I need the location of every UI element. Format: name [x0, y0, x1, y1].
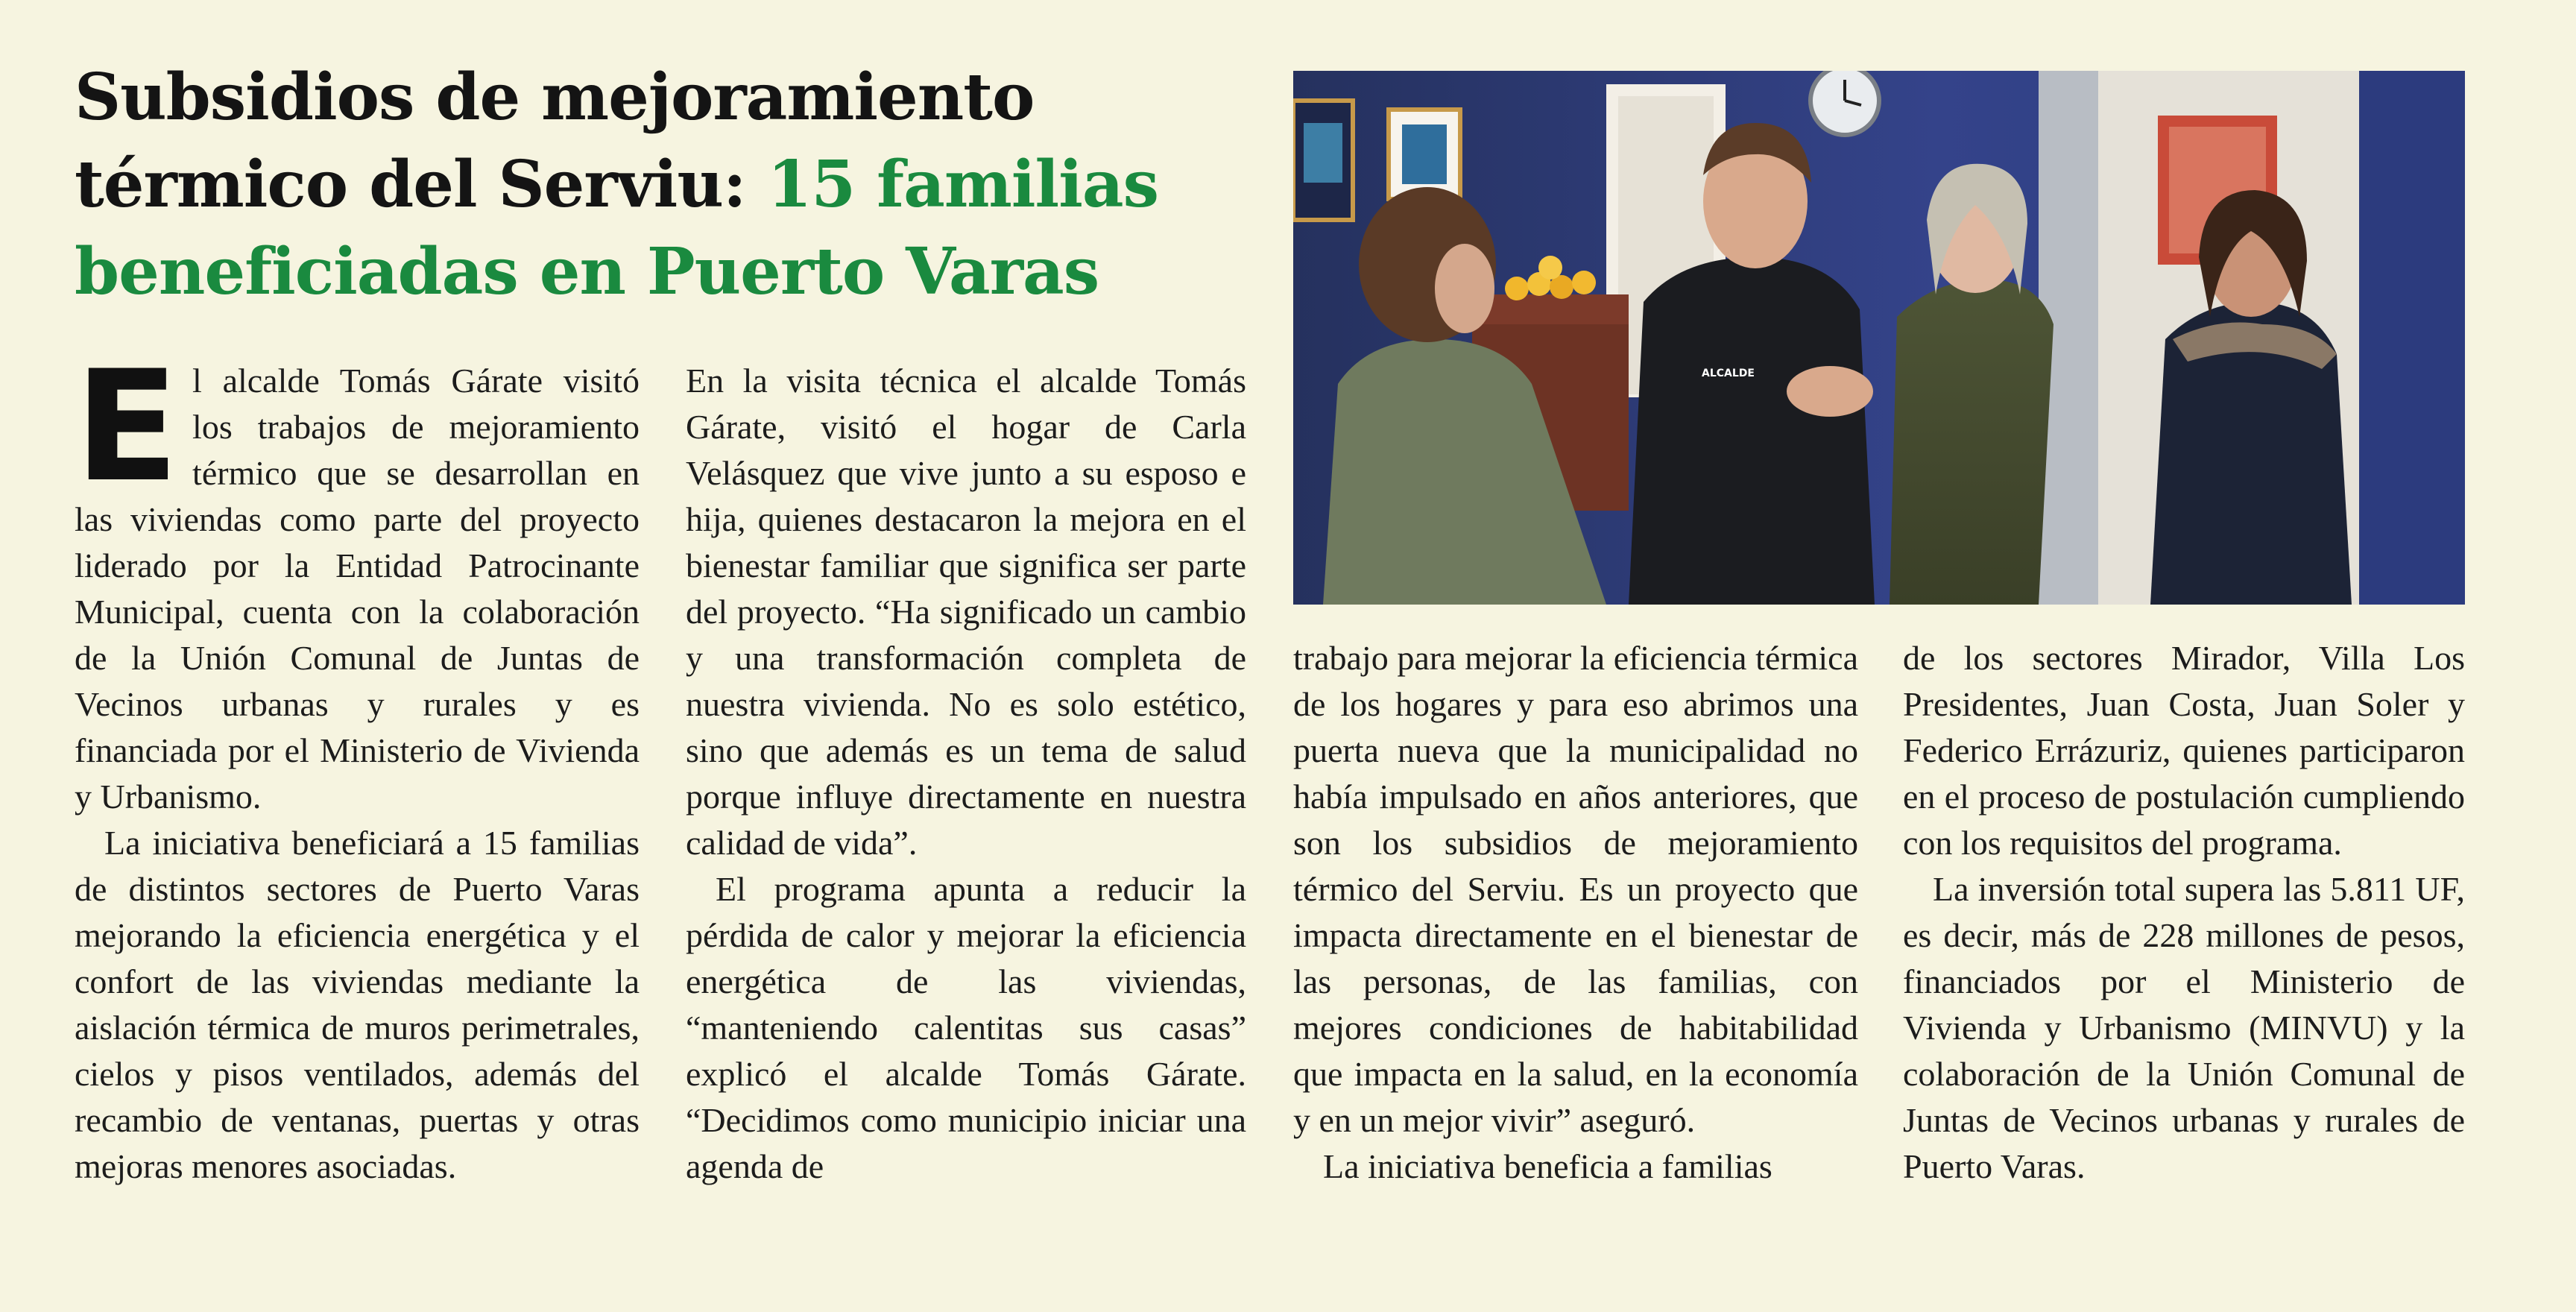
headline	[75, 54, 1237, 315]
article-paragraph-3: En la visita técnica el alcalde Tomás Gárate, visitó el hogar de Carla Velásquez que vive junto a su esposo e hija, quienes destacaron la mejora en el bienestar familiar que significa ser parte del proyecto. “Ha significado un cambio y una transformación completa de nuestra vivienda. No es solo estético, sino que además es un tema de salud porque influye directamente en nuestra calidad de vida”.	[686, 362, 1246, 862]
article-paragraph-4-continued: trabajo para mejorar la eficiencia térmica de los hogares y para eso abrimos una puerta nueva que la municipalidad no había impulsado en años anteriores, que son los subsidios de mejoramiento térmico del Serviu. Es un proyecto que impacta directamente en el bienestar de las personas, de las familias, con mejores condiciones de habitabilidad que impacta en la salud, en la economía y en un mejor vivir” aseguró.	[1293, 639, 1858, 1139]
article-photo	[1293, 71, 2465, 605]
headline-black: Subsidios de mejoramiento térmico del Serviu:	[75, 60, 1035, 222]
photo-illustration	[1293, 71, 2465, 605]
article-column-3	[1293, 635, 1858, 1190]
article-paragraph-1	[75, 338, 640, 820]
article-column-2	[686, 358, 1246, 1190]
article-paragraph-5-continued: de los sectores Mirador, Villa Los Presidentes, Juan Costa, Juan Soler y Federico Errázuriz, quienes participaron en el proceso de postulación cumpliendo con los requisitos del programa.	[1903, 639, 2465, 862]
article-paragraph-2: La iniciativa beneficiará a 15 familias de distintos sectores de Puerto Varas mejorando la eficiencia energética y el confort de las viviendas mediante la aislación térmica de muros perimetrales, cielos y pisos ventilados, además del recambio de ventanas, puertas y otras mejoras menores asociadas.	[75, 824, 640, 1185]
article-paragraph-1-text: l alcalde Tomás Gárate visitó los trabajos de mejoramiento térmico que se desarrollan en las viviendas como parte del proyecto liderado por la Entidad Patrocinante Municipal, cuenta con la colaboración de la Unión Comunal de Juntas de Vecinos urbanas y rurales y es financiada por el Ministerio de Vivienda y Urbanismo.	[75, 362, 640, 816]
article-paragraph-6: La inversión total supera las 5.811 UF, es decir, más de 228 millones de pesos, financiados por el Ministerio de Vivienda y Urbanismo (MINVU) y la colaboración de la Unión Comunal de Juntas de Vecinos urbanas y rurales de Puerto Varas.	[1903, 870, 2465, 1185]
article-column-1	[75, 338, 640, 1190]
fruit-icon	[1505, 277, 1529, 300]
article-paragraph-5: La iniciativa beneficia a familias	[1323, 1147, 1772, 1185]
jacket-badge: ALCALDE	[1702, 368, 1755, 379]
article-column-4	[1903, 635, 2465, 1190]
drop-cap: E	[75, 338, 180, 516]
article-paragraph-4: El programa apunta a reducir la pérdida de calor y mejorar la eficiencia energética de las viviendas, “manteniendo calentitas sus casas” explicó el alcalde Tomás Gárate. “Decidimos como municipio iniciar una agenda de	[686, 870, 1246, 1185]
headline-green: 15 familias beneficiadas en Puerto Varas	[75, 147, 1159, 309]
